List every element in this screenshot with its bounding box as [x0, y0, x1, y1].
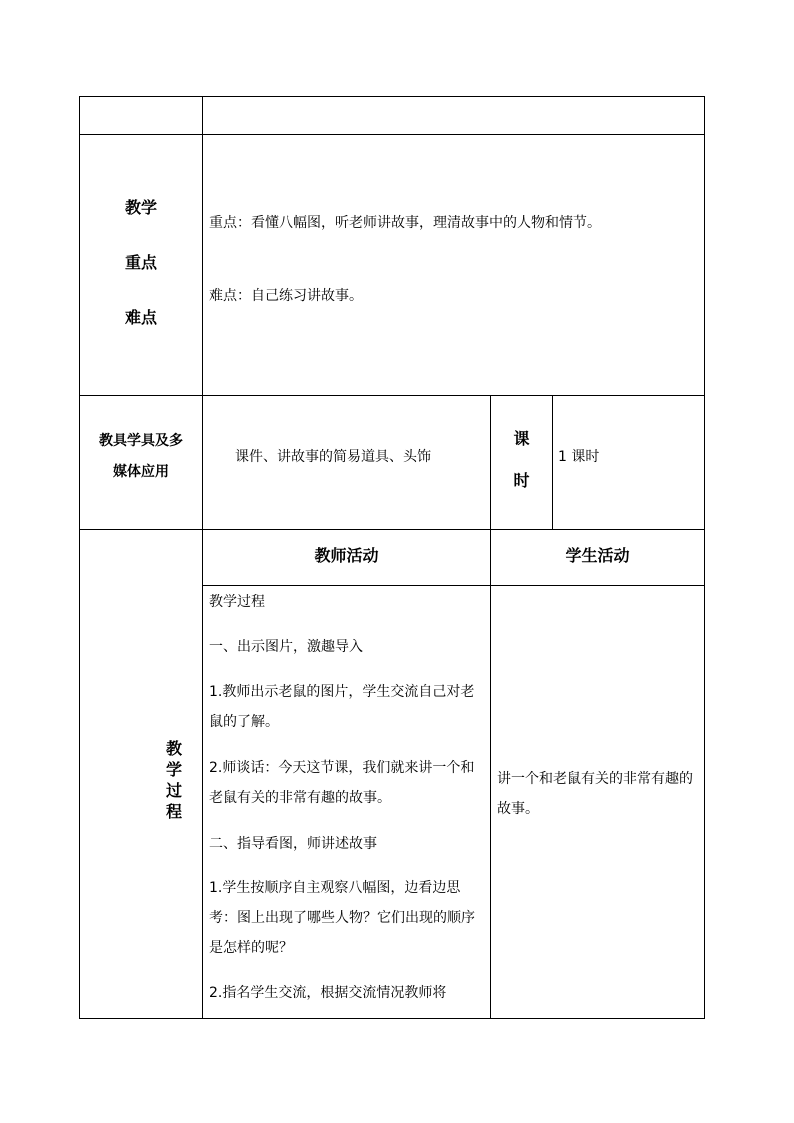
step-one-heading: 一、出示图片，激趣导入 [209, 639, 363, 655]
key-label: 重点 [124, 253, 157, 272]
period-value: 1 课时 [558, 449, 600, 465]
difficulty-text: 难点：自己练习讲故事。 [209, 288, 363, 304]
process-label [80, 530, 202, 1018]
period-content [553, 396, 704, 529]
key-point-text: 重点：看懂八幅图，听老师讲故事，理清故事中的人物和情节。 [209, 215, 601, 231]
step-two-heading: 二、指导看图，师讲述故事 [209, 836, 377, 852]
resources-content [203, 396, 490, 529]
blank-label-cell [80, 97, 202, 134]
difficulty-label: 难点 [124, 308, 157, 327]
teaching-label: 教学 [124, 198, 157, 217]
key-points-label [80, 135, 202, 395]
resources-label [80, 396, 202, 529]
process-label-char-1: 教 [165, 739, 182, 758]
student-activity-text: 讲一个和老鼠有关的非常有趣的故事。 [497, 771, 693, 817]
period-label-line-2: 时 [513, 471, 530, 490]
table-border-bottom [79, 1018, 705, 1019]
process-label-char-2: 学 [165, 760, 182, 779]
blank-content-cell [203, 97, 704, 134]
student-activity-header [491, 530, 704, 585]
process-heading: 教学过程 [209, 594, 265, 610]
resources-label-line-1: 教具学具及多 [99, 433, 183, 449]
teacher-activity-header [203, 530, 490, 585]
process-label-char-4: 程 [165, 802, 182, 821]
student-activity-content [491, 586, 704, 1018]
period-label [491, 396, 552, 529]
step-one-item-2: 2.师谈话：今天这节课，我们就来讲一个和老鼠有关的非常有趣的故事。 [209, 760, 475, 806]
table-border-right [704, 96, 705, 1019]
teacher-activity-title: 教师活动 [314, 546, 379, 565]
resources-text: 课件、讲故事的简易道具、头饰 [235, 449, 431, 465]
process-label-char-3: 过 [165, 781, 182, 800]
step-two-item-1: 1.学生按顺序自主观察八幅图，边看边思考：图上出现了哪些人物？它们出现的顺序是怎样的呢？ [209, 880, 475, 956]
teacher-activity-content [203, 586, 490, 1018]
key-points-content [203, 135, 704, 395]
resources-label-line-2: 媒体应用 [113, 464, 169, 480]
step-one-item-1: 1.教师出示老鼠的图片，学生交流自己对老鼠的了解。 [209, 684, 475, 730]
period-label-line-1: 课 [513, 429, 530, 448]
step-two-item-2: 2.指名学生交流，根据交流情况教师将 [209, 985, 447, 1001]
student-activity-title: 学生活动 [565, 546, 630, 565]
